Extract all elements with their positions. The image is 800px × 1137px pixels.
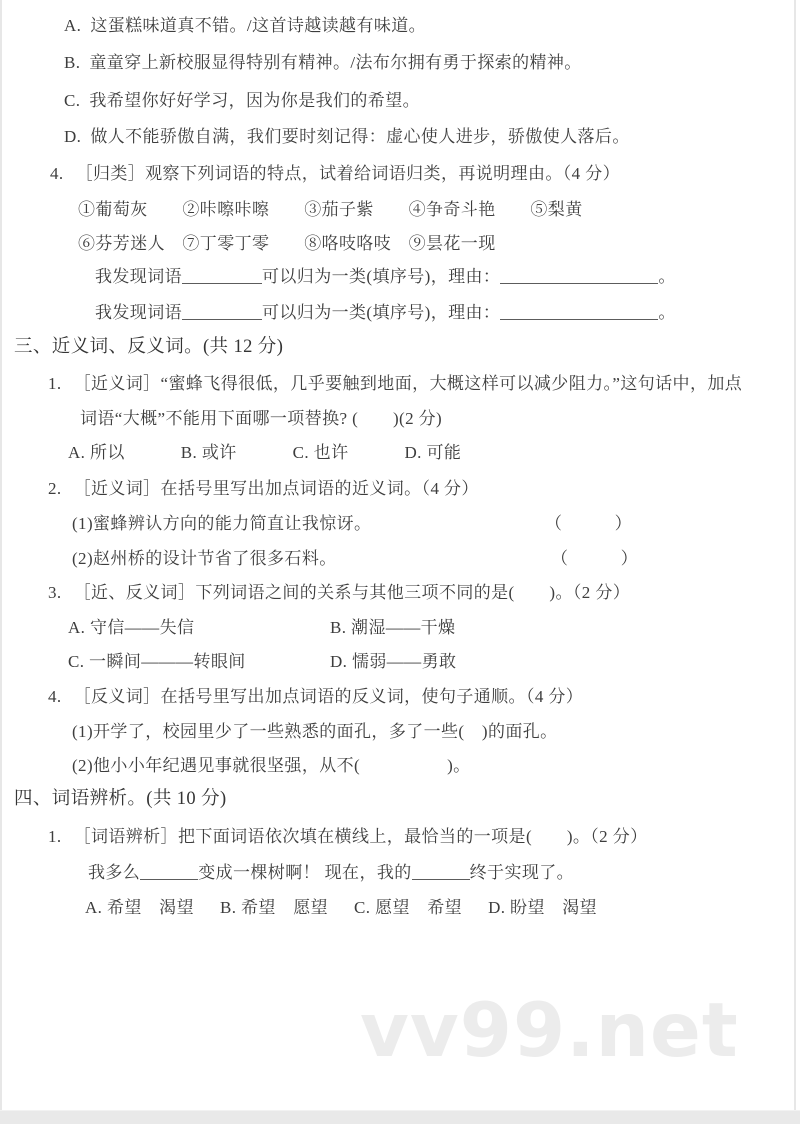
question-stem: ［归类］观察下列词语的特点，试着给词语归类，再说明理由。（4 分） xyxy=(75,164,621,183)
question-stem: ［反义词］在括号里写出加点词语的反义词，使句子通顺。（4 分） xyxy=(73,687,584,706)
fill-prefix: 我发现词语 xyxy=(95,267,182,286)
q4-words-row-1: ①葡萄灰 ②咔嚓咔嚓 ③茄子紫 ④争奇斗艳 ⑤梨黄 xyxy=(78,200,583,219)
option-text: 这蛋糕味道真不错。/这首诗越读越有味道。 xyxy=(90,16,427,35)
question-stem: ［近、反义词］下列词语之间的关系与其他三项不同的是( )。（2 分） xyxy=(73,583,631,602)
item-text: (2)赵州桥的设计节省了很多石料。 xyxy=(72,549,337,568)
option-a: A. 所以 xyxy=(68,443,125,462)
fill-part2: 变成一棵树啊！ 现在，我的 xyxy=(198,863,412,882)
q4-words-row-2: ⑥芬芳迷人 ⑦丁零丁零 ⑧咯吱咯吱 ⑨昙花一现 xyxy=(78,234,496,253)
section4-title: 四、词语辨析。(共 10 分) xyxy=(14,789,227,809)
item-text: (1)蜜蜂辨认方向的能力简直让我惊讶。 xyxy=(72,514,372,533)
question-number: 1. xyxy=(48,827,62,846)
option-label: A. xyxy=(64,16,82,35)
option-b: B. 或许 xyxy=(180,443,237,462)
question-stem: ［词语辨析］把下面词语依次填在横线上，最恰当的一项是( )。（2 分） xyxy=(73,827,648,846)
s3q2-item-1 xyxy=(0,512,800,536)
s3q3-options-row1 xyxy=(68,616,455,640)
option-row-d xyxy=(64,125,630,149)
option-c: C. 愿望 希望 xyxy=(354,898,463,917)
q4-classify-stem xyxy=(50,162,620,186)
question-number: 4. xyxy=(50,164,64,183)
option-label: C. xyxy=(64,91,81,110)
blank-underline xyxy=(182,268,262,284)
option-b: B. 希望 愿望 xyxy=(219,898,329,917)
option-c: C. 也许 xyxy=(292,443,349,462)
answer-bracket: （ ） xyxy=(551,549,638,568)
option-row-a xyxy=(64,14,426,38)
blank-underline xyxy=(140,864,198,880)
s3q1-stem-line1 xyxy=(48,372,742,396)
blank-underline xyxy=(500,304,658,320)
option-row-c xyxy=(64,89,420,113)
s4q1-stem xyxy=(48,825,648,849)
s4q1-fill-sentence xyxy=(88,861,574,885)
option-label: D. xyxy=(64,127,82,146)
option-row-b xyxy=(64,51,582,75)
s3q4-stem xyxy=(48,685,583,709)
option-b: B. 潮湿——干燥 xyxy=(330,618,456,637)
fill-middle: 可以归为一类(填序号)，理由： xyxy=(262,303,501,322)
watermark: vv99.net xyxy=(360,986,739,1074)
question-number: 3. xyxy=(48,583,62,602)
q4-fill-line-1 xyxy=(95,265,676,289)
s3q3-stem xyxy=(48,581,630,605)
question-number: 1. xyxy=(48,374,62,393)
option-a: A. 守信——失信 xyxy=(68,618,195,637)
fill-suffix: 。 xyxy=(658,267,676,286)
option-a: A. 希望 渴望 xyxy=(85,898,194,917)
blank-underline xyxy=(182,304,262,320)
fill-middle: 可以归为一类(填序号)，理由： xyxy=(262,267,501,286)
s3q1-stem-line2: 词语“大概”不能用下面哪一项替换? ( )(2 分) xyxy=(80,409,443,428)
option-text: 童童穿上新校服显得特别有精神。/法布尔拥有勇于探索的精神。 xyxy=(89,53,582,72)
fill-suffix: 。 xyxy=(658,303,676,322)
answer-bracket: （ ） xyxy=(545,514,632,533)
option-c: C. 一瞬间———转眼间 xyxy=(68,652,246,671)
option-label: B. xyxy=(64,53,81,72)
question-number: 4. xyxy=(48,687,62,706)
blank-underline xyxy=(412,864,470,880)
option-d: D. 可能 xyxy=(404,443,462,462)
blank-underline xyxy=(500,268,658,284)
option-d: D. 懦弱——勇敢 xyxy=(330,652,457,671)
s3q1-options xyxy=(68,441,517,465)
option-d: D. 盼望 渴望 xyxy=(488,898,598,917)
fill-part1: 我多么 xyxy=(88,863,141,882)
question-stem: ［近义词］“蜜蜂飞得很低，几乎要触到地面，大概这样可以减少阻力。”这句话中，加点 xyxy=(73,374,743,393)
question-number: 2. xyxy=(48,479,62,498)
s4q1-options xyxy=(85,896,623,920)
option-text: 做人不能骄傲自满，我们要时刻记得：虚心使人进步，骄傲使人落后。 xyxy=(90,127,630,146)
page-bottom-bar xyxy=(0,1110,800,1124)
question-stem: ［近义词］在括号里写出加点词语的近义词。（4 分） xyxy=(73,479,479,498)
fill-part3: 终于实现了。 xyxy=(469,863,575,882)
s3q3-options-row2 xyxy=(68,650,456,674)
s3q4-item-2: (2)他小小年纪遇见事就很坚强，从不( )。 xyxy=(72,756,471,775)
q4-fill-line-2 xyxy=(95,301,676,325)
s3q2-item-2 xyxy=(0,547,800,571)
s3q4-item-1: (1)开学了，校园里少了一些熟悉的面孔，多了一些( )的面孔。 xyxy=(72,722,558,741)
option-text: 我希望你好好学习，因为你是我们的希望。 xyxy=(89,91,420,110)
fill-prefix: 我发现词语 xyxy=(95,303,182,322)
section3-title: 三、近义词、反义词。(共 12 分) xyxy=(14,337,284,357)
s3q2-stem xyxy=(48,477,479,501)
